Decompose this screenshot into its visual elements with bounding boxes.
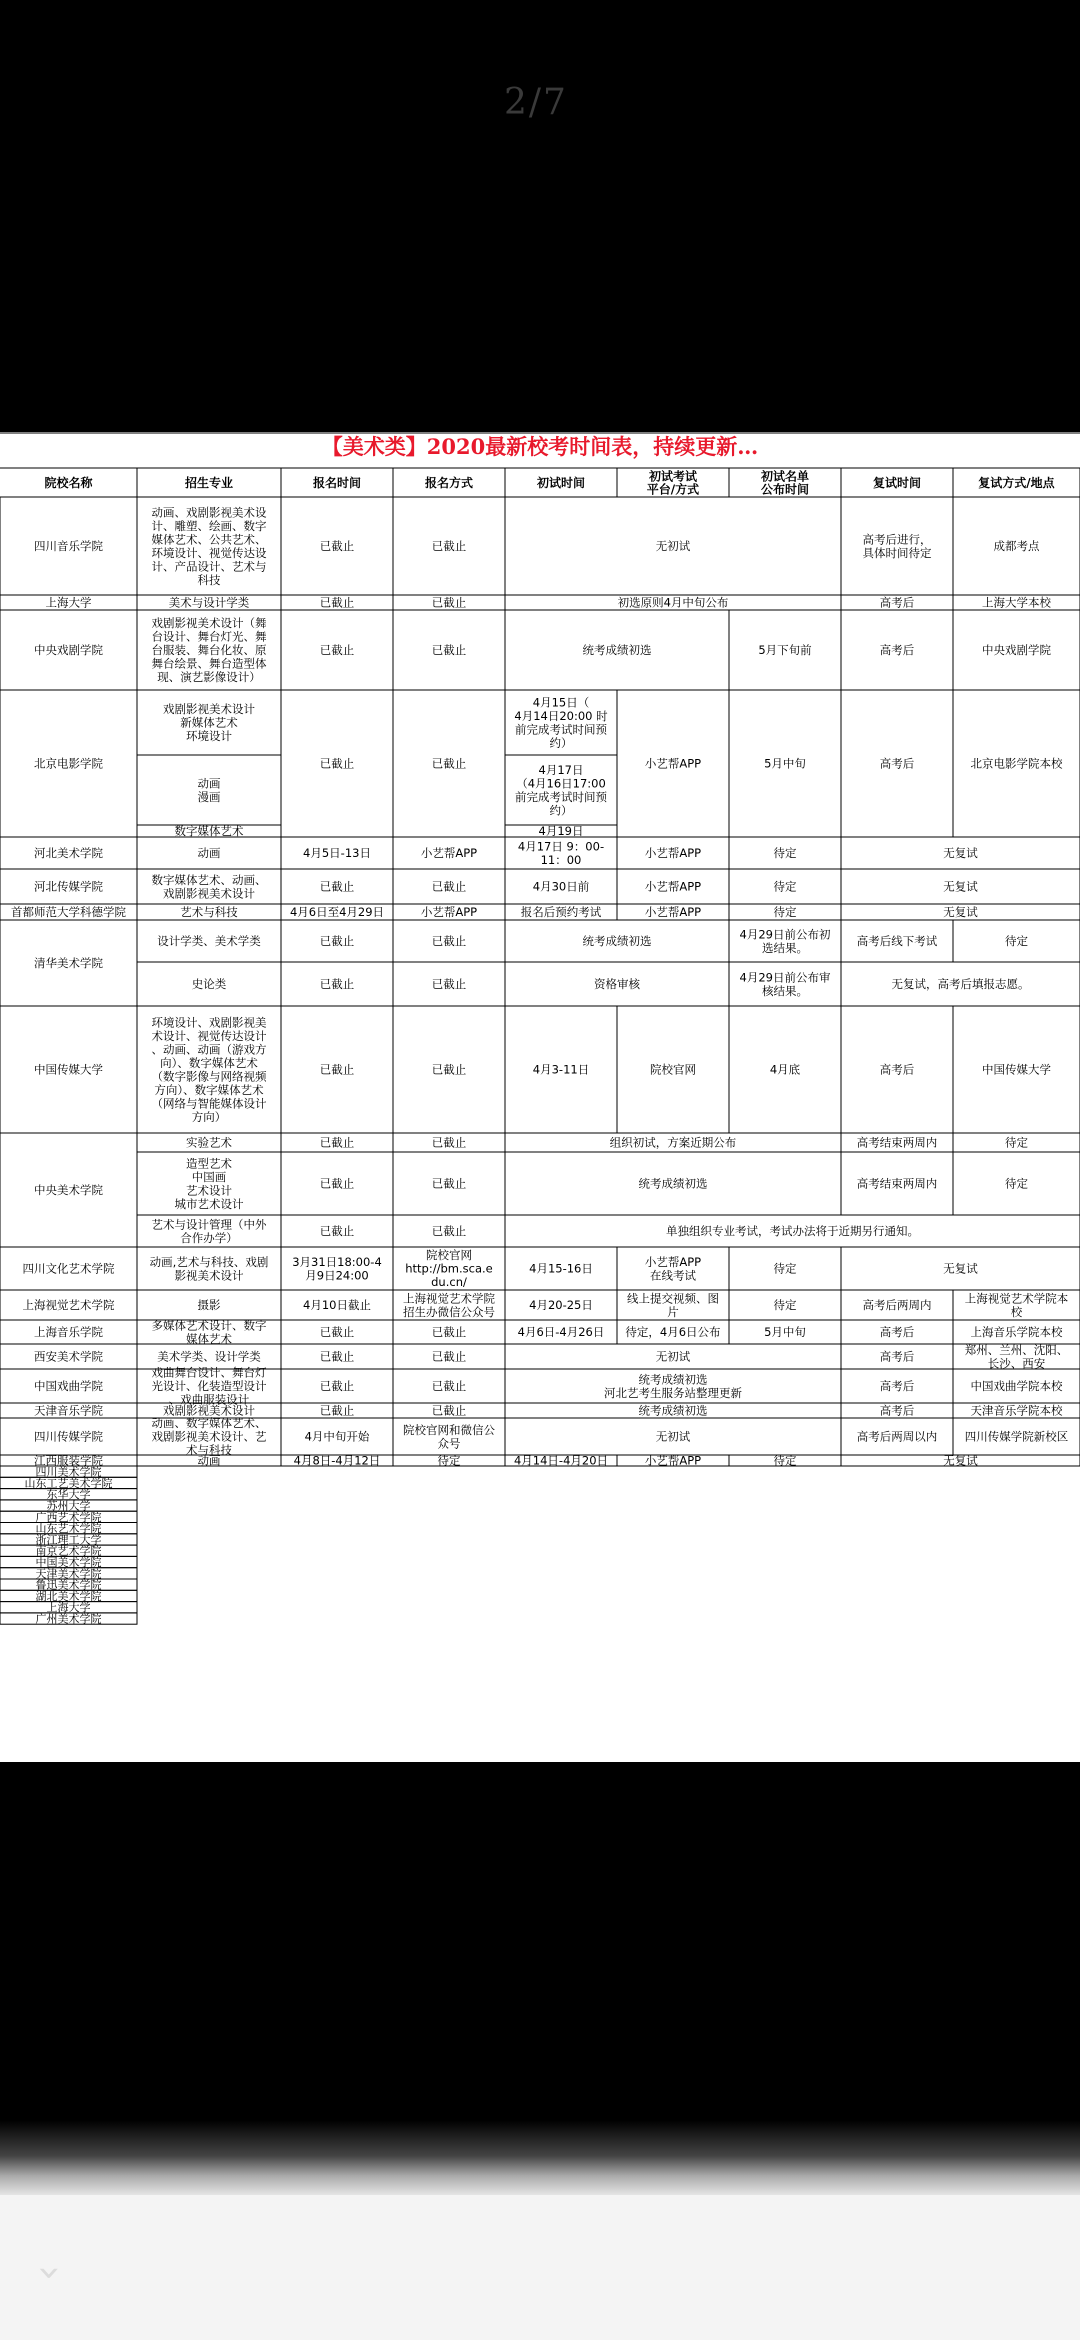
extra-school-name: 山东艺术学院 [35, 1522, 102, 1536]
cell-text: 4月6日至4月29日 [289, 905, 385, 920]
column-header: 院校名称 [44, 475, 93, 490]
cell-text: 动画、数字媒体艺术、 [151, 1416, 267, 1431]
cell-text: 环境设计、戏剧影视美 [151, 1015, 267, 1030]
cell-text: 高考后线下考试 [856, 934, 938, 949]
school-name: 中央戏剧学院 [34, 643, 103, 658]
cell-text: 已截止 [431, 934, 467, 949]
column-header: 初试考试 [648, 469, 698, 484]
cell-text: 美术与设计学类 [168, 595, 250, 610]
cell-text: 前完成考试时间预 [515, 722, 607, 737]
cell-text: 动画 [197, 1453, 221, 1468]
cell-text: 实验艺术 [186, 1135, 232, 1150]
school-name: 清华美术学院 [34, 956, 103, 971]
cell-text: 舞台绘景、舞台造型体 [151, 656, 267, 671]
cell-text: 4月底 [769, 1062, 801, 1077]
column-header: 公布时间 [760, 482, 810, 497]
cell-text: 高考结束两周内 [856, 1135, 938, 1150]
cell-text: 待定 [773, 1453, 797, 1468]
cell-text: 高考后两周内 [862, 1298, 932, 1313]
cell-text: 招生办微信公众号 [403, 1304, 495, 1319]
school-name: 中国传媒大学 [34, 1062, 103, 1077]
cell-text: 小艺帮APP [420, 846, 478, 861]
cell-text: 向）、数字媒体艺术 [160, 1055, 258, 1070]
extra-school-name: 山东工艺美术学院 [24, 1476, 113, 1490]
cell-text: 媒体艺术 [186, 1331, 232, 1346]
cell-text: 城市艺术设计 [174, 1196, 244, 1211]
cell-text: 已截止 [319, 1135, 355, 1150]
cell-text: 媒体艺术、公共艺术、 [151, 532, 267, 547]
school-name: 上海视觉艺术学院 [22, 1298, 115, 1313]
cell-text: 戏剧影视美术设计、艺 [151, 1429, 267, 1444]
cell-text: 计、产品设计、艺术与 [151, 559, 267, 574]
cell-text: 统考成绩初选 [638, 1403, 708, 1418]
cell-text: 已截止 [319, 1224, 355, 1239]
cell-text: （4月16日17:00 [516, 776, 606, 791]
cell-text: 5月中旬 [764, 756, 806, 771]
school-name: 江西服装学院 [34, 1453, 103, 1468]
cell-text: 核结果。 [762, 983, 808, 998]
cell-text: 戏剧影视美术设计 [163, 1403, 255, 1418]
cell-text: 已截止 [431, 879, 467, 894]
cell-text: 摄影 [197, 1298, 221, 1313]
table-title: 【美术类】2020最新校考时间表，持续更新… [321, 434, 759, 459]
cell-text: 小艺帮APP [644, 1254, 702, 1269]
extra-school-name: 浙江理工大学 [35, 1533, 102, 1547]
cell-text: 已截止 [319, 879, 355, 894]
cell-text: 已截止 [431, 1224, 467, 1239]
cell-text: 已截止 [319, 1176, 355, 1191]
cell-text: 中国戏曲学院本校 [970, 1379, 1063, 1394]
cell-text: 高考后两周以内 [856, 1429, 938, 1444]
extra-school-name: 天津美术学院 [35, 1567, 102, 1581]
column-header: 复试方式/地点 [978, 475, 1055, 490]
cell-text: 已截止 [431, 1349, 467, 1364]
cell-text: 院校官网 [650, 1062, 696, 1077]
cell-text: 线上提交视频、图 [627, 1291, 719, 1306]
school-name: 四川文化艺术学院 [22, 1261, 115, 1276]
cell-text: 光设计、化装造型设计 [151, 1379, 267, 1394]
cell-text: 待定 [773, 1298, 797, 1313]
cell-text: 校 [1010, 1304, 1023, 1319]
cell-text: 戏剧影视美术设计 [163, 702, 255, 717]
cell-text: 无初试 [655, 539, 691, 554]
cell-text: 术与科技 [186, 1443, 232, 1458]
cell-text: 4月14日20:00 时 [514, 708, 608, 723]
cell-text: 台设计、舞台灯光、舞 [151, 629, 267, 644]
cell-text: 已截止 [431, 539, 467, 554]
cell-text: 台服装、舞台化妆、原 [151, 643, 267, 658]
cell-text: 院校官网和微信公 [403, 1422, 495, 1437]
cell-text: 高考后 [879, 1349, 915, 1364]
cell-text: 动画 [197, 776, 221, 791]
extra-school-name: 南京艺术学院 [35, 1544, 102, 1558]
extra-school-name: 中国美术学院 [35, 1556, 102, 1570]
cell-text: 4月19日 [538, 824, 584, 839]
cell-text: 已截止 [319, 1349, 355, 1364]
cell-text: 已截止 [319, 977, 355, 992]
school-name: 河北美术学院 [34, 846, 103, 861]
extra-school-name: 广西艺术学院 [35, 1510, 102, 1524]
cell-text: http://bm.sca.e [405, 1261, 493, 1276]
column-header: 平台/方式 [646, 482, 700, 497]
cell-text: 在线考试 [650, 1268, 696, 1283]
cell-text: 已截止 [431, 756, 467, 771]
cell-text: 资格审核 [594, 977, 640, 992]
cell-text: 4月14日-4月20日 [513, 1453, 609, 1468]
cell-text: 无复试 [943, 879, 978, 894]
cell-text: 上海视觉艺术学院 [403, 1291, 495, 1306]
school-name: 四川音乐学院 [34, 539, 103, 554]
cell-text: 片 [667, 1304, 679, 1319]
cell-text: 4月中旬开始 [304, 1429, 370, 1444]
cell-text: 郑州、兰州、沈阳、 [964, 1342, 1069, 1357]
cell-text: 史论类 [191, 977, 227, 992]
cell-text: 小艺帮APP [644, 1453, 702, 1468]
cell-text: 统考成绩初选 [582, 934, 652, 949]
column-header: 报名时间 [312, 475, 362, 490]
schedule-sheet [0, 432, 1080, 1762]
cell-text: 合作办学） [180, 1230, 238, 1245]
cell-text: 高考后 [879, 643, 915, 658]
cell-text: 现、演艺影像设计） [157, 670, 261, 685]
column-header: 复试时间 [872, 475, 922, 490]
cell-text: 4月8日-4月12日 [293, 1453, 381, 1468]
cell-text: 方向） [191, 1109, 227, 1124]
cell-text: 设计学类、美术学类 [157, 934, 261, 949]
column-header: 招生专业 [184, 475, 234, 490]
extra-school-name: 苏州大学 [46, 1499, 91, 1513]
cell-text: （网络与智能媒体设计 [151, 1096, 267, 1111]
cell-text: 4月3-11日 [532, 1062, 590, 1077]
cell-text: 初选原则4月中旬公布 [617, 595, 729, 610]
cell-text: 小艺帮APP [420, 905, 478, 920]
cell-text: 无复试 [943, 1453, 978, 1468]
school-name: 中国戏曲学院 [34, 1379, 103, 1394]
school-name: 河北传媒学院 [34, 879, 103, 894]
cell-text: 戏剧影视美术设计（舞 [151, 616, 267, 631]
cell-text: 选结果。 [762, 940, 808, 955]
cell-text: 中央戏剧学院 [982, 643, 1051, 658]
cell-text: 月9日24:00 [305, 1268, 369, 1283]
cell-text: 长沙、西安 [987, 1356, 1046, 1371]
cell-text: 环境设计 [186, 729, 232, 744]
cell-text: 待定 [773, 905, 797, 920]
cell-text: 小艺帮APP [644, 905, 702, 920]
cell-text: 漫画 [197, 789, 221, 804]
cell-text: 已截止 [319, 934, 355, 949]
school-name: 首都师范大学科德学院 [11, 905, 126, 920]
cell-text: 4月15-16日 [529, 1261, 593, 1276]
extra-school-name: 鲁迅美术学院 [35, 1578, 102, 1592]
extra-school-name: 广州美术学院 [35, 1612, 102, 1626]
viewer-bottom-area [0, 2195, 1080, 2340]
cell-text: 前完成考试时间预 [515, 789, 607, 804]
cell-text: 待定 [1005, 934, 1028, 949]
cell-text: 上海音乐学院本校 [970, 1325, 1063, 1340]
cell-text: 4月30日前 [532, 879, 590, 894]
cell-text: 小艺帮APP [644, 846, 702, 861]
cell-text: 造型艺术 [186, 1156, 232, 1171]
cell-text: 已截止 [431, 977, 467, 992]
school-name: 四川传媒学院 [34, 1429, 103, 1444]
cell-text: 4月17日 [538, 762, 584, 777]
cell-text: 待定 [773, 1261, 797, 1276]
cell-text: 高考后 [879, 1325, 915, 1340]
cell-text: 戏剧影视美术设计 [163, 886, 255, 901]
cell-text: 无复试 [943, 846, 978, 861]
cell-text: 已截止 [319, 1379, 355, 1394]
cell-text: 高考结束两周内 [856, 1176, 938, 1191]
cell-text: 已截止 [431, 1135, 467, 1150]
cell-text: 已截止 [431, 1176, 467, 1191]
cell-text: 科技 [197, 572, 221, 587]
cell-text: 已截止 [319, 1062, 355, 1077]
cell-text: 上海视觉艺术学院本 [964, 1291, 1069, 1306]
cell-text: 4月29日前公布审 [739, 970, 831, 985]
viewer-top-bar [0, 0, 1080, 432]
cell-text: 四川传媒学院新校区 [964, 1429, 1069, 1444]
cell-text: 待定，4月6日公布 [625, 1325, 721, 1340]
column-header: 初试时间 [536, 475, 586, 490]
cell-text: 约） [549, 803, 573, 818]
cell-text: 戏曲舞台设计、舞台灯 [151, 1365, 267, 1380]
cell-text: 中国传媒大学 [982, 1062, 1051, 1077]
cell-text: 无复试 [943, 905, 978, 920]
cell-text: 众号 [437, 1436, 461, 1451]
cell-text: 4月15日（ [532, 695, 590, 710]
cell-text: 计、雕塑、绘画、数字 [151, 518, 267, 533]
cell-text: 待定 [773, 879, 797, 894]
cell-text: 高考后 [879, 595, 915, 610]
cell-text: 高考后 [879, 1062, 915, 1077]
cell-text: 统考成绩初选 [638, 1176, 708, 1191]
cell-text: 已截止 [319, 595, 355, 610]
cell-text: 、戏曲服装设计 [168, 1392, 250, 1407]
cell-text: 艺术与设计管理（中外 [151, 1217, 267, 1232]
school-name: 天津音乐学院 [34, 1403, 103, 1418]
column-header: 报名方式 [424, 475, 474, 490]
school-name: 上海音乐学院 [34, 1325, 103, 1340]
cell-text: 方向）、数字媒体艺术 [154, 1082, 264, 1097]
cell-text: 动画,艺术与科技、戏剧 [149, 1254, 269, 1269]
cell-text: 报名后预约考试 [520, 905, 602, 920]
cell-text: 统考成绩初选 [582, 643, 652, 658]
cell-text: 4月5日-13日 [303, 846, 371, 861]
cell-text: 艺术设计 [186, 1183, 232, 1198]
cell-text: 、动画、动画（游戏方 [151, 1042, 267, 1057]
cell-text: 数字媒体艺术 [174, 824, 244, 839]
chevron-icon[interactable]: › [27, 2265, 73, 2281]
cell-text: 4月17日 9：00- [517, 839, 605, 854]
cell-text: 5月下旬前 [758, 643, 812, 658]
cell-text: 无复试，高考后填报志愿。 [891, 977, 1030, 992]
school-name: 西安美术学院 [34, 1349, 103, 1364]
cell-text: 4月20-25日 [529, 1298, 593, 1313]
cell-text: 待定 [773, 846, 797, 861]
extra-school-name: 四川美术学院 [35, 1465, 102, 1479]
cell-text: 单独组织专业考试，考试办法将于近期另行通知。 [666, 1224, 919, 1239]
cell-text: 术设计、视觉传达设计 [151, 1028, 267, 1043]
cell-text: 影视美术设计 [174, 1268, 244, 1283]
schedule-table [0, 432, 1080, 1762]
cell-text: 已截止 [431, 1379, 467, 1394]
cell-text: 待定 [1005, 1176, 1028, 1191]
cell-text: 中国画 [191, 1169, 227, 1184]
cell-text: 美术学类、设计学类 [157, 1349, 261, 1364]
cell-text: 艺术与科技 [180, 905, 238, 920]
page-counter: 2/7 [504, 82, 568, 123]
cell-text: 4月29日前公布初 [739, 927, 831, 942]
cell-text: 河北艺考生服务站整理更新 [604, 1385, 742, 1400]
extra-school-name: 上海大学 [46, 1601, 91, 1615]
cell-text: 已截止 [319, 1325, 355, 1340]
cell-text: 高考后 [879, 756, 915, 771]
cell-text: 新媒体艺术 [180, 715, 238, 730]
cell-text: 11：00 [540, 852, 582, 867]
cell-text: 已截止 [319, 756, 355, 771]
cell-text: 已截止 [431, 1403, 467, 1418]
cell-text: 多媒体艺术设计、数字 [151, 1318, 267, 1333]
cell-text: 已截止 [319, 643, 355, 658]
column-header: 初试名单 [760, 469, 810, 484]
extra-school-name: 东华大学 [46, 1488, 91, 1502]
cell-text: 4月6日-4月26日 [517, 1325, 605, 1340]
cell-text: 无初试 [655, 1349, 691, 1364]
cell-text: （数字影像与网络视频 [151, 1069, 267, 1084]
cell-text: 已截止 [431, 1062, 467, 1077]
cell-text: 天津音乐学院本校 [970, 1403, 1063, 1418]
cell-text: 待定 [437, 1453, 461, 1468]
cell-text: 小艺帮APP [644, 756, 702, 771]
cell-text: 上海大学本校 [982, 595, 1051, 610]
cell-text: 动画、戏剧影视美术设 [151, 505, 267, 520]
cell-text: 约） [549, 735, 573, 750]
cell-text: 5月中旬 [764, 1325, 806, 1340]
school-name: 北京电影学院 [34, 756, 103, 771]
cell-text: 已截止 [319, 1403, 355, 1418]
school-name: 中央美术学院 [34, 1183, 103, 1198]
cell-text: 已截止 [431, 643, 467, 658]
school-name: 上海大学 [45, 595, 92, 610]
cell-text: 已截止 [319, 539, 355, 554]
cell-text: 小艺帮APP [644, 879, 702, 894]
cell-text: 环境设计、视觉传达设 [151, 545, 267, 560]
extra-school-name: 湖北美术学院 [35, 1589, 102, 1603]
cell-text: 3月31日18:00-4 [292, 1254, 382, 1269]
cell-text: 高考后 [879, 1403, 915, 1418]
cell-text: 无复试 [943, 1261, 978, 1276]
cell-text: 4月10日截止 [303, 1298, 371, 1313]
cell-text: 具体时间待定 [862, 545, 932, 560]
cell-text: 待定 [1005, 1135, 1028, 1150]
mist-decoration [0, 2120, 1080, 2200]
cell-text: du.cn/ [431, 1275, 467, 1290]
cell-text: 数字媒体艺术、动画、 [151, 872, 267, 887]
cell-text: 北京电影学院本校 [970, 756, 1063, 771]
cell-text: 统考成绩初选 [638, 1372, 708, 1387]
cell-text: 无初试 [655, 1429, 691, 1444]
cell-text: 组织初试，方案近期公布 [609, 1135, 737, 1150]
cell-text: 动画 [197, 846, 221, 861]
cell-text: 已截止 [431, 595, 467, 610]
cell-text: 已截止 [431, 1325, 467, 1340]
cell-text: 院校官网 [426, 1248, 472, 1263]
cell-text: 高考后 [879, 1379, 915, 1394]
cell-text: 成都考点 [993, 539, 1040, 554]
cell-text: 高考后进行， [862, 532, 932, 547]
